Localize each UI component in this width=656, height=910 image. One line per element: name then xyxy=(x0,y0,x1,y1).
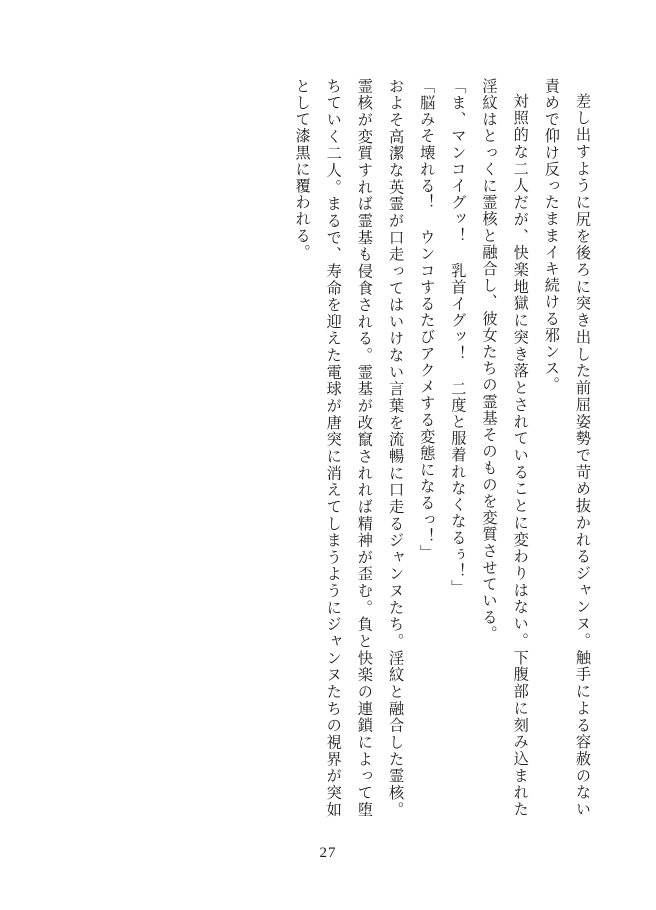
page-number: 27 xyxy=(319,845,337,861)
paragraph-3: 「ま、マンコイグッ！ 乳首イグッ！ 二度と服着れなくなるぅ！」 xyxy=(449,78,467,597)
paragraph-4: 「脳みそ壊れる！ ウンコするたびアクメする変態になるっ！」 xyxy=(418,78,436,562)
paragraph-1: 差し出すように尻を後ろに突き出した前屈姿勢で苛め抜かれるジャンヌ。触手による容赦のない責めで仰け反ったままイキ続ける邪ンス。 xyxy=(542,78,591,818)
page-body-text xyxy=(58,78,598,818)
paragraph-2: 対照的な二人だが、快楽地獄に突き落とされていることに変わりはない。下腹部に刻み込まれた淫紋はとっくに霊核と融合し、彼女たちの霊基そのものを変質させている。 xyxy=(480,78,529,818)
paragraph-5: およそ高潔な英霊が口走ってはいけない言葉を流暢に口走るジャンヌたち。淫紋と融合した霊核。霊核が変質すれば霊基も侵食される。霊基が改竄されれば精神が歪む。負と快楽の連鎖によって堕ちていく二人。まるで、寿命を迎えた電球が唐突に消えてしまうようにジャンヌたちの視界が突如として漆黒に覆われる。 xyxy=(293,78,405,818)
